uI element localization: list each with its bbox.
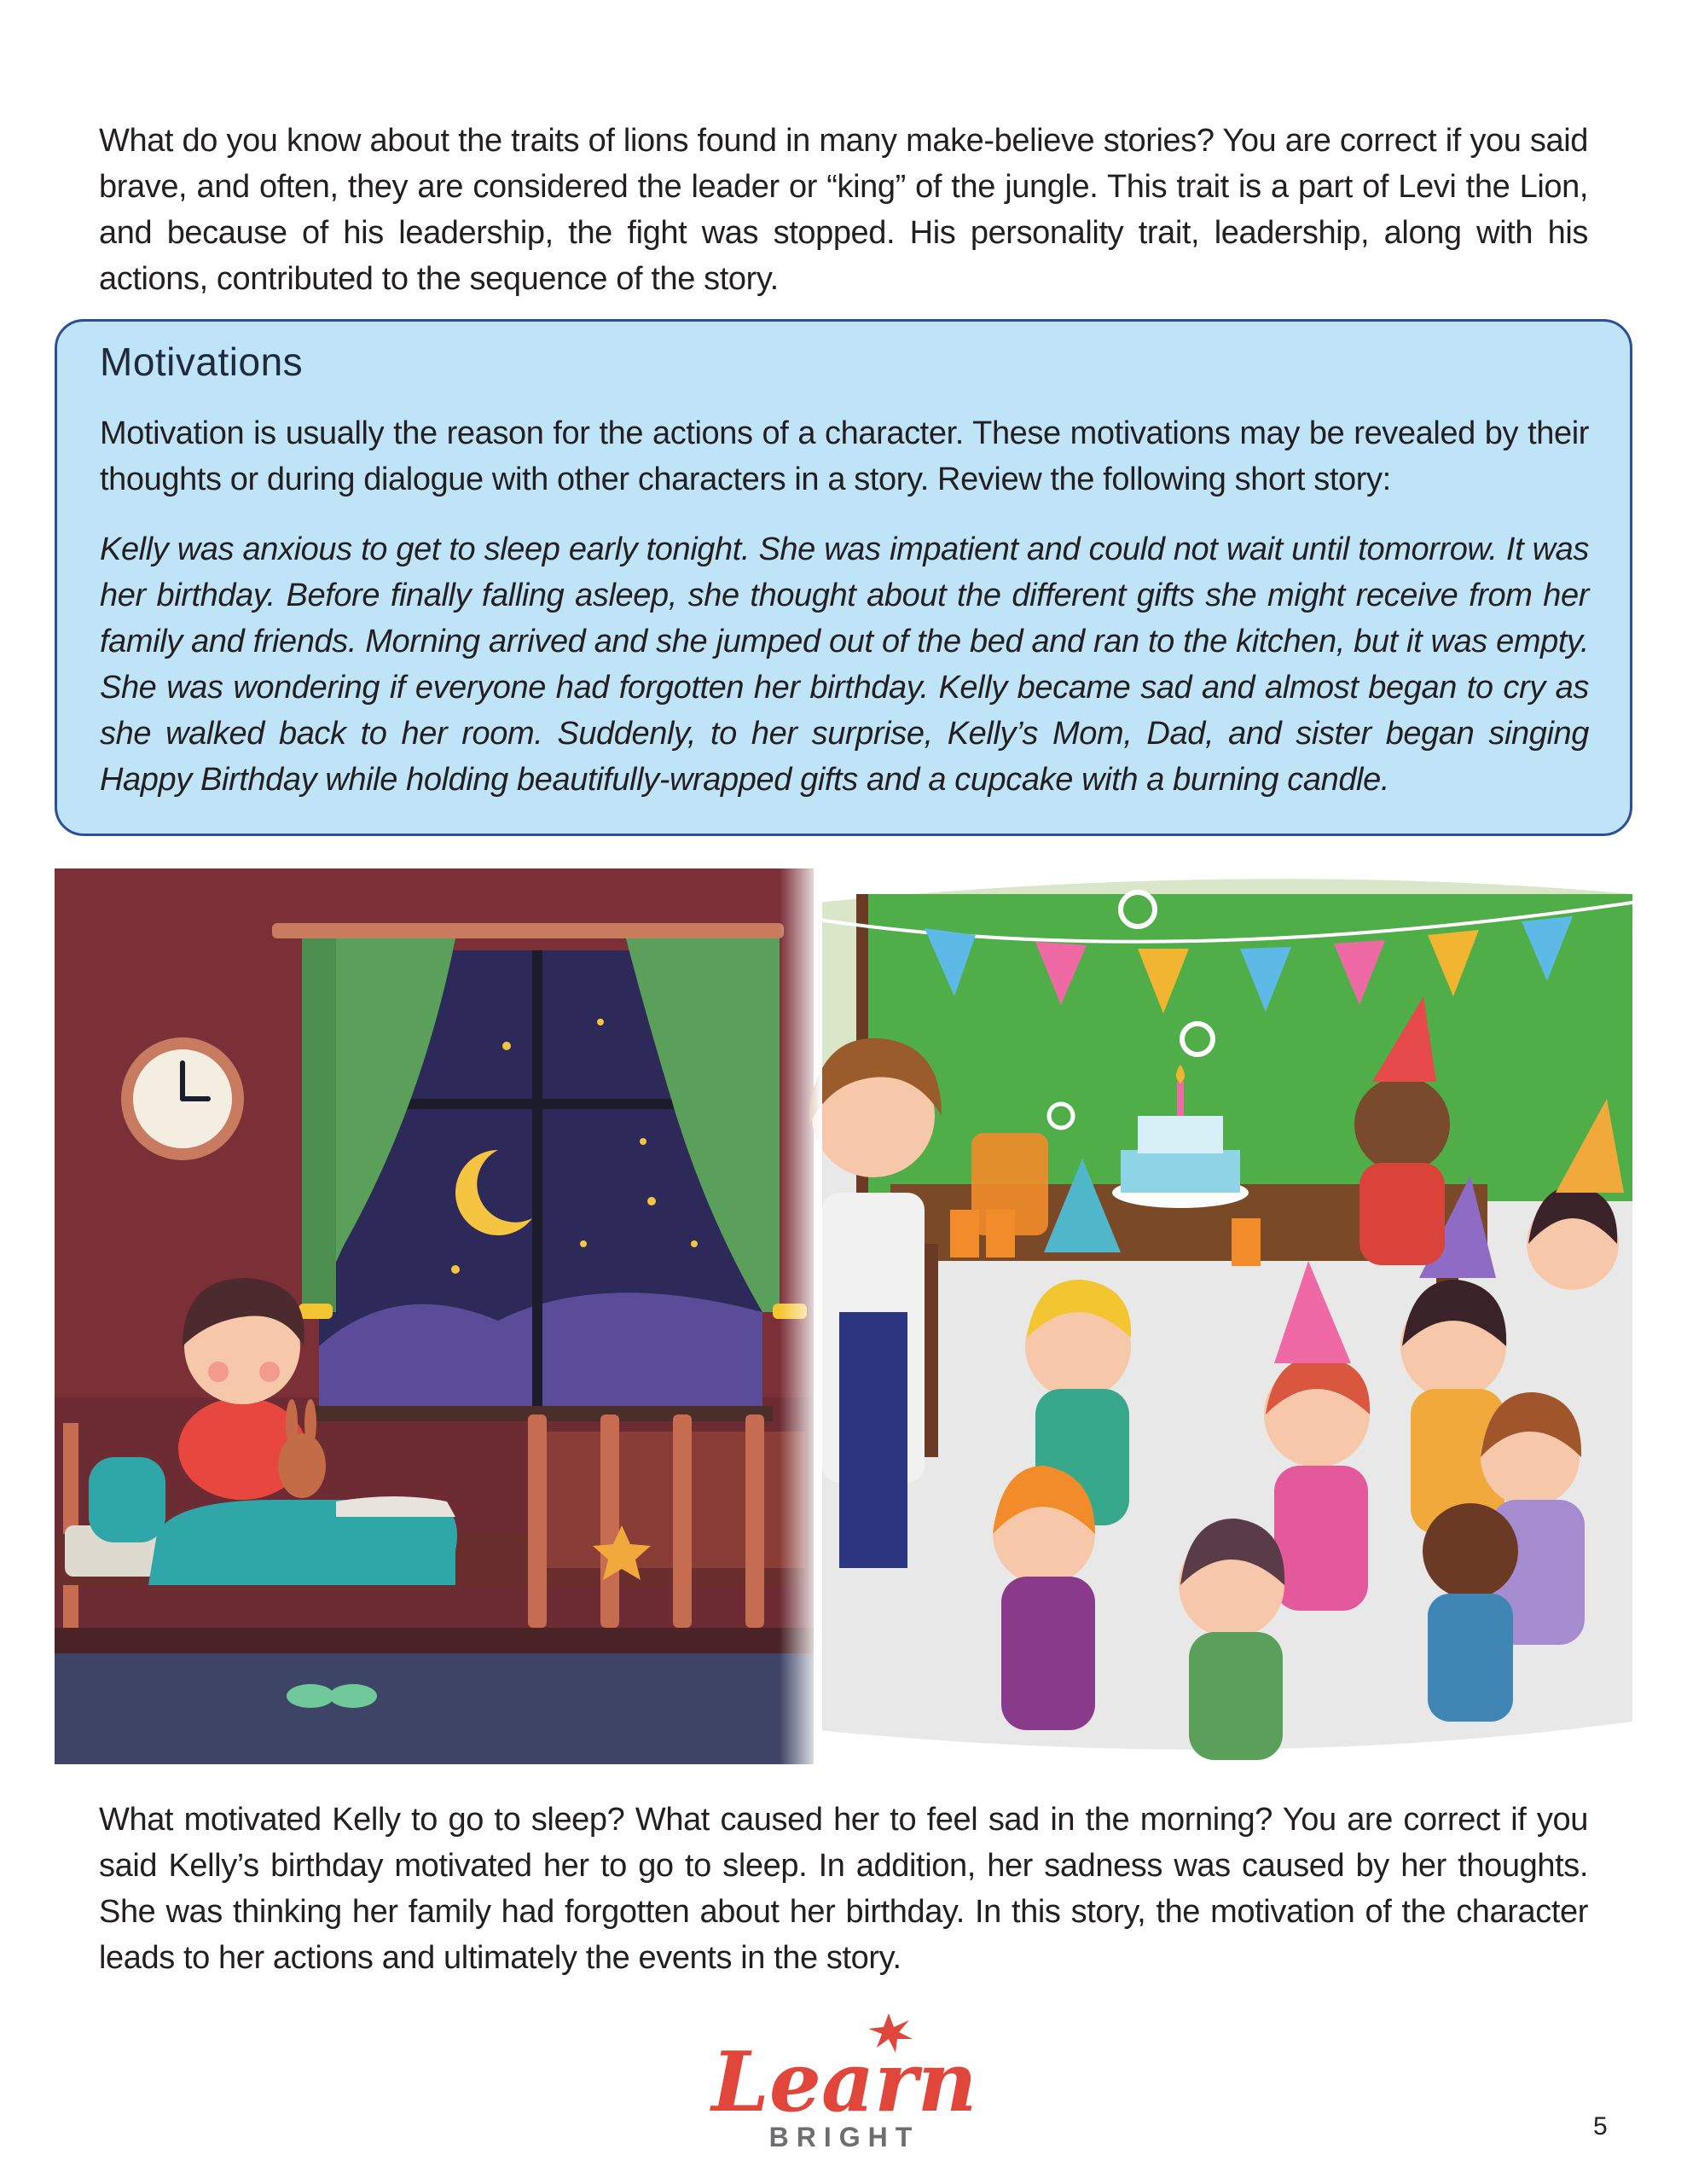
motivations-paragraph: Motivation is usually the reason for the actions of a character. These motivations may be revealed by their thoughts or during dialogue with other characters in a story. Review the following short story: xyxy=(100,415,1589,497)
logo-word: Learn xyxy=(711,2034,977,2130)
story-illustration xyxy=(55,868,1632,1764)
short-story: Kelly was anxious to get to sleep early tonight. She was impatient and could not wait until tomorrow. It was her birthday. Before finally falling asleep, she thought about the different gifts she might receive from her family and friends. Morning arrived and she jumped out of the bed and ran to the kitchen, but it was empty. She was wondering if everyone had forgotten her birthday. Kelly became sad and almost began to cry as she walked back to her room. Suddenly, to her surprise, Kelly’s Mom, Dad, and sister began singing Happy Birthday while holding beautifully-wrapped gifts and a cupcake with a burning candle. xyxy=(100,531,1589,798)
motivations-box xyxy=(55,319,1632,836)
page-number: 5 xyxy=(1593,2112,1608,2140)
bedroom-scene xyxy=(55,868,814,1764)
intro-paragraph: What do you know about the traits of lions found in many make-believe stories? You are correct if you said brave, and often, they are considered the leader or “king” of the jungle. This trait is a part of Levi the Lion, and because of his leadership, the fight was stopped. His personality trait, leadership, along with his actions, contributed to the sequence of the story. xyxy=(99,123,1588,297)
clock-icon xyxy=(121,1037,244,1160)
logo-sub: BRIGHT xyxy=(768,2122,920,2152)
party-scene xyxy=(809,879,1632,1760)
learn-bright-logo xyxy=(708,2010,981,2155)
motivations-heading: Motivations xyxy=(100,340,304,384)
outro-paragraph: What motivated Kelly to go to sleep? What caused her to feel sad in the morning? You are correct if you said Kelly’s birthday motivated her to go to sleep. In addition, her sadness was caused by her thoughts. She was thinking her family had forgotten about her birthday. In this story, the motivation of the character leads to her actions and ultimately the events in the story. xyxy=(99,1802,1588,1976)
